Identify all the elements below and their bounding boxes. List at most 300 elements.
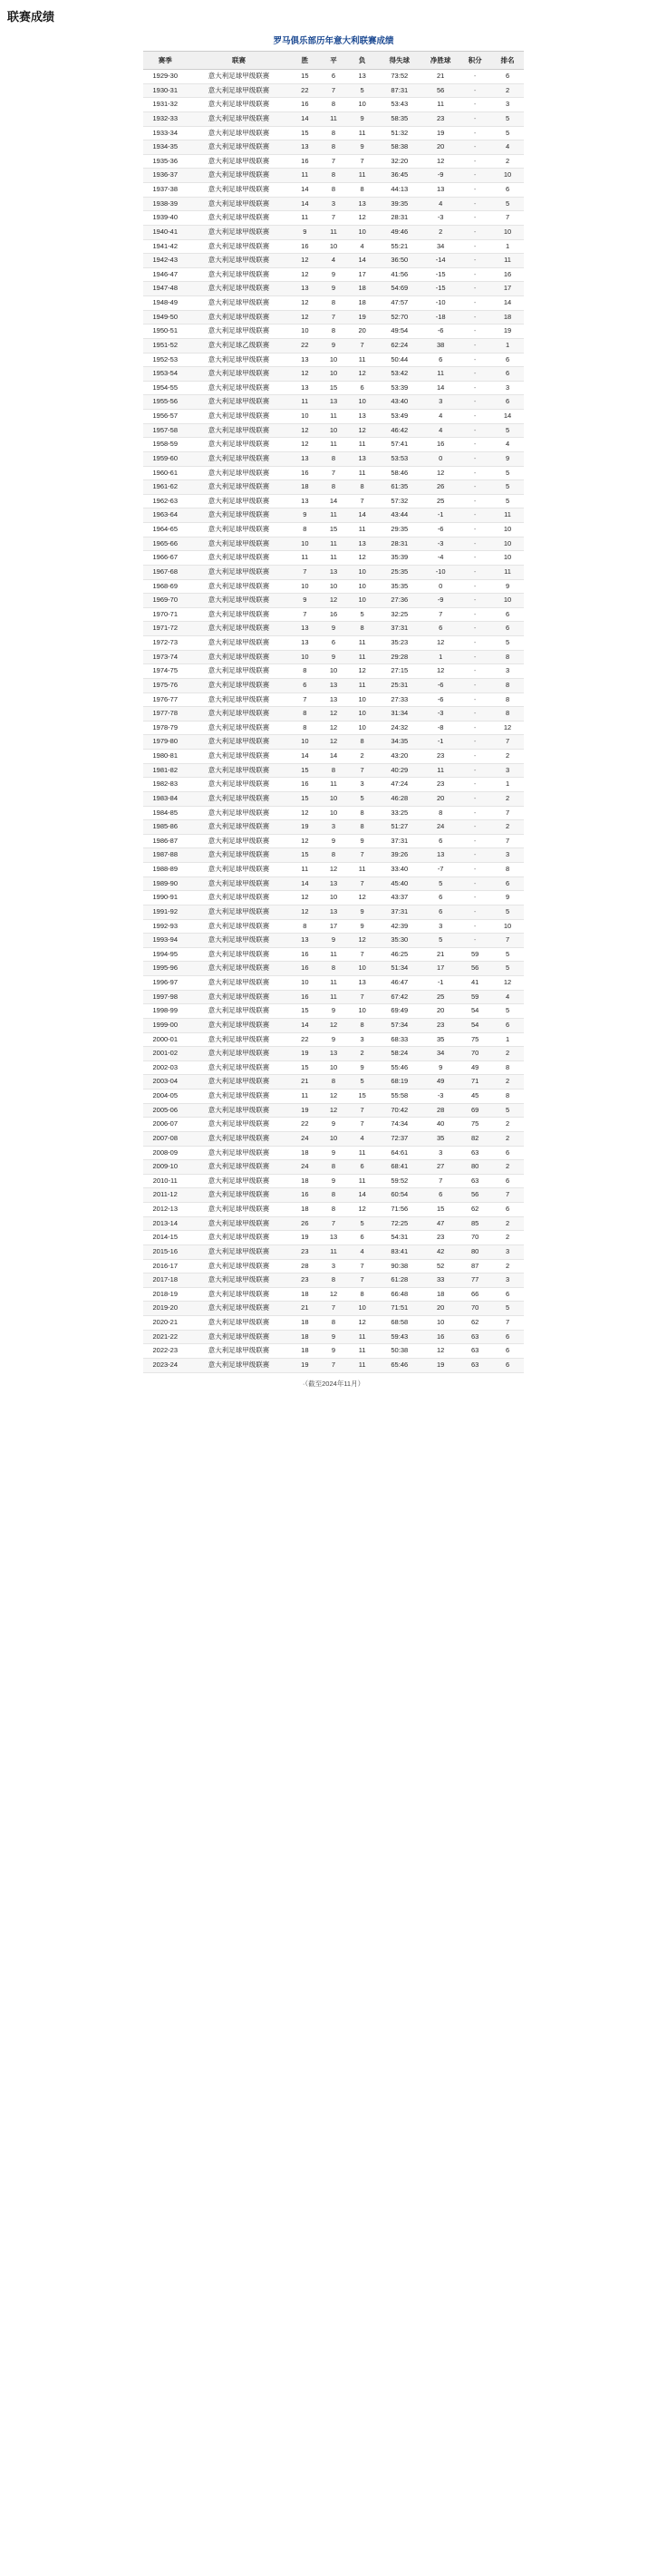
cell-losses: 9 (348, 111, 377, 126)
cell-goal-diff: 20 (422, 140, 459, 155)
cell-rank: 10 (491, 225, 524, 239)
cell-wins: 12 (291, 834, 320, 848)
table-row (143, 494, 524, 508)
cell-wins: 7 (291, 565, 320, 579)
cell-goals: 50:44 (376, 353, 422, 367)
cell-rank: 7 (491, 1316, 524, 1331)
cell-draws: 9 (319, 934, 348, 948)
cell-wins: 14 (291, 750, 320, 764)
cell-goals: 73:52 (376, 70, 422, 84)
cell-rank: 6 (491, 353, 524, 367)
cell-points: 41 (459, 976, 491, 991)
cell-goal-diff: 33 (422, 1273, 459, 1288)
cell-losses: 7 (348, 1273, 377, 1288)
cell-rank: 7 (491, 934, 524, 948)
cell-losses: 11 (348, 636, 377, 651)
cell-draws: 6 (319, 636, 348, 651)
cell-wins: 21 (291, 1075, 320, 1089)
cell-losses: 12 (348, 664, 377, 679)
table-row (143, 806, 524, 820)
cell-season: 2011-12 (143, 1188, 188, 1203)
cell-rank: 2 (491, 1131, 524, 1146)
cell-losses: 6 (348, 1231, 377, 1245)
cell-wins: 12 (291, 438, 320, 452)
cell-goal-diff: 11 (422, 98, 459, 112)
cell-rank: 2 (491, 1231, 524, 1245)
table-row (143, 523, 524, 537)
cell-league: 意大利足球甲级联赛 (188, 947, 291, 962)
table-row (143, 282, 524, 296)
cell-draws: 12 (319, 1018, 348, 1032)
cell-wins: 23 (291, 1273, 320, 1288)
cell-goal-diff: 11 (422, 763, 459, 778)
cell-goal-diff: -3 (422, 707, 459, 721)
cell-league: 意大利足球甲级联赛 (188, 594, 291, 608)
cell-losses: 10 (348, 962, 377, 976)
cell-goal-diff: 25 (422, 990, 459, 1004)
cell-league: 意大利足球甲级联赛 (188, 976, 291, 991)
cell-rank: 10 (491, 523, 524, 537)
table-row (143, 863, 524, 877)
table-row (143, 579, 524, 594)
cell-wins: 10 (291, 579, 320, 594)
cell-rank: 5 (491, 494, 524, 508)
cell-points: - (459, 848, 491, 863)
cell-goal-diff: 6 (422, 891, 459, 905)
cell-goals: 61:35 (376, 480, 422, 495)
cell-points: - (459, 239, 491, 254)
cell-league: 意大利足球甲级联赛 (188, 438, 291, 452)
cell-goal-diff: 34 (422, 1047, 459, 1061)
cell-losses: 10 (348, 1004, 377, 1019)
cell-points: - (459, 438, 491, 452)
cell-losses: 5 (348, 1216, 377, 1231)
cell-draws: 11 (319, 1244, 348, 1259)
cell-losses: 8 (348, 735, 377, 750)
cell-draws: 12 (319, 721, 348, 735)
cell-goals: 74:34 (376, 1118, 422, 1132)
cell-points: - (459, 551, 491, 566)
cell-goals: 28:31 (376, 211, 422, 226)
cell-draws: 8 (319, 1188, 348, 1203)
cell-points: - (459, 466, 491, 480)
cell-points: - (459, 169, 491, 183)
cell-rank: 6 (491, 395, 524, 410)
cell-losses: 2 (348, 750, 377, 764)
cell-goal-diff: 15 (422, 1203, 459, 1217)
cell-points: 56 (459, 962, 491, 976)
cell-rank: 9 (491, 891, 524, 905)
cell-points: - (459, 140, 491, 155)
cell-points: 45 (459, 1089, 491, 1104)
cell-points: 70 (459, 1302, 491, 1316)
cell-goal-diff: 12 (422, 154, 459, 169)
cell-draws: 15 (319, 381, 348, 395)
cell-losses: 8 (348, 622, 377, 636)
cell-points: - (459, 721, 491, 735)
cell-draws: 9 (319, 650, 348, 664)
cell-league: 意大利足球甲级联赛 (188, 763, 291, 778)
table-row (143, 607, 524, 622)
cell-league: 意大利足球甲级联赛 (188, 395, 291, 410)
cell-losses: 10 (348, 721, 377, 735)
cell-draws: 12 (319, 735, 348, 750)
cell-goals: 40:29 (376, 763, 422, 778)
cell-goal-diff: -1 (422, 735, 459, 750)
cell-losses: 8 (348, 183, 377, 198)
cell-losses: 18 (348, 282, 377, 296)
cell-rank: 12 (491, 976, 524, 991)
cell-season: 1997-98 (143, 990, 188, 1004)
cell-season: 1985-86 (143, 820, 188, 835)
cell-points: - (459, 650, 491, 664)
cell-goals: 29:35 (376, 523, 422, 537)
cell-losses: 7 (348, 763, 377, 778)
cell-season: 1946-47 (143, 267, 188, 282)
table-row (143, 919, 524, 934)
cell-losses: 7 (348, 1259, 377, 1273)
page-title: 联赛成绩 (7, 10, 55, 24)
table-caption: 罗马俱乐部历年意大利联赛成绩 (273, 36, 394, 46)
cell-league: 意大利足球甲级联赛 (188, 254, 291, 268)
cell-wins: 8 (291, 919, 320, 934)
cell-goal-diff: 3 (422, 919, 459, 934)
cell-points: 75 (459, 1032, 491, 1047)
cell-league: 意大利足球甲级联赛 (188, 1244, 291, 1259)
cell-wins: 16 (291, 962, 320, 976)
cell-points: 85 (459, 1216, 491, 1231)
cell-draws: 11 (319, 225, 348, 239)
table-row (143, 1004, 524, 1019)
cell-wins: 22 (291, 1032, 320, 1047)
cell-rank: 5 (491, 423, 524, 438)
cell-season: 2023-24 (143, 1358, 188, 1372)
cell-losses: 14 (348, 1188, 377, 1203)
cell-wins: 12 (291, 891, 320, 905)
cell-goals: 72:37 (376, 1131, 422, 1146)
cell-draws: 8 (319, 848, 348, 863)
cell-points: 49 (459, 1060, 491, 1075)
cell-season: 2010-11 (143, 1174, 188, 1188)
cell-wins: 13 (291, 381, 320, 395)
cell-losses: 8 (348, 820, 377, 835)
cell-wins: 12 (291, 296, 320, 311)
cell-season: 1996-97 (143, 976, 188, 991)
cell-goals: 53:43 (376, 98, 422, 112)
cell-points: 69 (459, 1103, 491, 1118)
cell-wins: 23 (291, 1244, 320, 1259)
cell-season: 1995-96 (143, 962, 188, 976)
cell-rank: 14 (491, 296, 524, 311)
cell-points: - (459, 154, 491, 169)
cell-wins: 7 (291, 607, 320, 622)
table-row (143, 310, 524, 324)
cell-points: - (459, 692, 491, 707)
table-row (143, 451, 524, 466)
cell-goal-diff: -9 (422, 169, 459, 183)
column-header-league: 联赛 (188, 52, 291, 70)
cell-goals: 47:57 (376, 296, 422, 311)
cell-goal-diff: 20 (422, 1302, 459, 1316)
cell-goal-diff: 12 (422, 466, 459, 480)
cell-draws: 13 (319, 1231, 348, 1245)
cell-losses: 5 (348, 1075, 377, 1089)
cell-rank: 3 (491, 1273, 524, 1288)
cell-league: 意大利足球甲级联赛 (188, 750, 291, 764)
cell-season: 2017-18 (143, 1273, 188, 1288)
cell-points: 63 (459, 1174, 491, 1188)
cell-rank: 7 (491, 735, 524, 750)
cell-season: 1959-60 (143, 451, 188, 466)
cell-goal-diff: -10 (422, 296, 459, 311)
cell-season: 1988-89 (143, 863, 188, 877)
cell-season: 2002-03 (143, 1060, 188, 1075)
table-row (143, 296, 524, 311)
cell-draws: 3 (319, 197, 348, 211)
cell-season: 1970-71 (143, 607, 188, 622)
cell-league: 意大利足球甲级联赛 (188, 423, 291, 438)
cell-season: 1947-48 (143, 282, 188, 296)
cell-rank: 6 (491, 607, 524, 622)
cell-league: 意大利足球甲级联赛 (188, 1216, 291, 1231)
cell-wins: 15 (291, 70, 320, 84)
table-row (143, 848, 524, 863)
cell-losses: 13 (348, 451, 377, 466)
cell-season: 2016-17 (143, 1259, 188, 1273)
cell-season: 1933-34 (143, 126, 188, 140)
cell-goals: 50:38 (376, 1344, 422, 1359)
cell-losses: 9 (348, 834, 377, 848)
cell-wins: 15 (291, 791, 320, 806)
cell-season: 1940-41 (143, 225, 188, 239)
cell-season: 1953-54 (143, 367, 188, 382)
cell-season: 2009-10 (143, 1160, 188, 1175)
cell-points: 80 (459, 1244, 491, 1259)
cell-wins: 18 (291, 480, 320, 495)
cell-season: 1932-33 (143, 111, 188, 126)
cell-draws: 10 (319, 367, 348, 382)
cell-draws: 8 (319, 140, 348, 155)
table-row (143, 891, 524, 905)
cell-points: - (459, 381, 491, 395)
cell-goal-diff: 27 (422, 1160, 459, 1175)
cell-league: 意大利足球甲级联赛 (188, 111, 291, 126)
table-row (143, 70, 524, 84)
table-row (143, 678, 524, 692)
cell-league: 意大利足球甲级联赛 (188, 990, 291, 1004)
cell-league: 意大利足球甲级联赛 (188, 1344, 291, 1359)
cell-draws: 10 (319, 423, 348, 438)
table-row (143, 707, 524, 721)
cell-goals: 46:28 (376, 791, 422, 806)
cell-goals: 55:21 (376, 239, 422, 254)
cell-league: 意大利足球甲级联赛 (188, 1259, 291, 1273)
cell-draws: 8 (319, 98, 348, 112)
cell-league: 意大利足球甲级联赛 (188, 1004, 291, 1019)
cell-league: 意大利足球甲级联赛 (188, 1316, 291, 1331)
cell-wins: 11 (291, 863, 320, 877)
cell-league: 意大利足球甲级联赛 (188, 721, 291, 735)
cell-league: 意大利足球甲级联赛 (188, 169, 291, 183)
cell-league: 意大利足球甲级联赛 (188, 353, 291, 367)
cell-draws: 10 (319, 1060, 348, 1075)
cell-losses: 10 (348, 707, 377, 721)
table-body (143, 70, 524, 1373)
cell-points: - (459, 594, 491, 608)
cell-league: 意大利足球甲级联赛 (188, 834, 291, 848)
table-row (143, 947, 524, 962)
cell-goal-diff: 8 (422, 806, 459, 820)
cell-goal-diff: -1 (422, 976, 459, 991)
column-header-goals: 得失球 (376, 52, 422, 70)
cell-goals: 66:48 (376, 1287, 422, 1302)
cell-losses: 12 (348, 891, 377, 905)
cell-losses: 10 (348, 98, 377, 112)
cell-goals: 47:24 (376, 778, 422, 792)
cell-goal-diff: 19 (422, 126, 459, 140)
cell-goals: 46:25 (376, 947, 422, 962)
cell-wins: 10 (291, 410, 320, 424)
cell-losses: 7 (348, 154, 377, 169)
cell-goal-diff: 23 (422, 111, 459, 126)
cell-losses: 8 (348, 1018, 377, 1032)
cell-wins: 18 (291, 1316, 320, 1331)
cell-goals: 51:27 (376, 820, 422, 835)
cell-season: 1977-78 (143, 707, 188, 721)
cell-season: 2007-08 (143, 1131, 188, 1146)
cell-season: 1965-66 (143, 537, 188, 551)
cell-goal-diff: 6 (422, 622, 459, 636)
cell-losses: 11 (348, 863, 377, 877)
cell-losses: 9 (348, 140, 377, 155)
cell-draws: 8 (319, 451, 348, 466)
cell-goals: 68:41 (376, 1160, 422, 1175)
cell-draws: 13 (319, 1047, 348, 1061)
cell-points: - (459, 296, 491, 311)
cell-goals: 39:35 (376, 197, 422, 211)
cell-rank: 5 (491, 111, 524, 126)
cell-draws: 17 (319, 919, 348, 934)
cell-points: - (459, 70, 491, 84)
cell-league: 意大利足球甲级联赛 (188, 1188, 291, 1203)
cell-draws: 8 (319, 183, 348, 198)
cell-wins: 14 (291, 1018, 320, 1032)
cell-league: 意大利足球甲级联赛 (188, 523, 291, 537)
cell-goal-diff: 23 (422, 1018, 459, 1032)
cell-losses: 10 (348, 565, 377, 579)
cell-points: - (459, 905, 491, 919)
cell-wins: 12 (291, 905, 320, 919)
cell-league: 意大利足球甲级联赛 (188, 1273, 291, 1288)
cell-goals: 24:32 (376, 721, 422, 735)
cell-draws: 7 (319, 1358, 348, 1372)
cell-goals: 39:26 (376, 848, 422, 863)
cell-wins: 12 (291, 367, 320, 382)
cell-losses: 11 (348, 1330, 377, 1344)
table-row (143, 876, 524, 891)
cell-draws: 9 (319, 1146, 348, 1160)
cell-goals: 68:58 (376, 1316, 422, 1331)
cell-points: - (459, 126, 491, 140)
cell-losses: 11 (348, 169, 377, 183)
cell-draws: 10 (319, 664, 348, 679)
cell-draws: 15 (319, 523, 348, 537)
column-header-goal-diff: 净胜球 (422, 52, 459, 70)
cell-league: 意大利足球甲级联赛 (188, 282, 291, 296)
cell-points: - (459, 225, 491, 239)
table-row (143, 622, 524, 636)
cell-rank: 10 (491, 169, 524, 183)
cell-wins: 10 (291, 650, 320, 664)
cell-rank: 11 (491, 508, 524, 523)
cell-league: 意大利足球甲级联赛 (188, 381, 291, 395)
cell-season: 2021-22 (143, 1330, 188, 1344)
cell-season: 1993-94 (143, 934, 188, 948)
cell-goal-diff: -6 (422, 324, 459, 339)
cell-points: - (459, 523, 491, 537)
cell-draws: 10 (319, 1131, 348, 1146)
cell-rank: 1 (491, 239, 524, 254)
table-row (143, 664, 524, 679)
cell-losses: 12 (348, 367, 377, 382)
cell-wins: 15 (291, 1060, 320, 1075)
cell-league: 意大利足球甲级联赛 (188, 678, 291, 692)
table-row (143, 976, 524, 991)
cell-wins: 12 (291, 806, 320, 820)
cell-wins: 11 (291, 1089, 320, 1104)
cell-rank: 7 (491, 806, 524, 820)
table-row (143, 962, 524, 976)
cell-league: 意大利足球甲级联赛 (188, 324, 291, 339)
cell-wins: 19 (291, 1103, 320, 1118)
cell-rank: 6 (491, 1358, 524, 1372)
cell-goals: 61:28 (376, 1273, 422, 1288)
cell-points: 54 (459, 1004, 491, 1019)
cell-draws: 4 (319, 254, 348, 268)
cell-rank: 2 (491, 1118, 524, 1132)
cell-losses: 12 (348, 211, 377, 226)
cell-points: 70 (459, 1047, 491, 1061)
cell-points: - (459, 934, 491, 948)
cell-draws: 10 (319, 891, 348, 905)
cell-goal-diff: 7 (422, 607, 459, 622)
cell-season: 1971-72 (143, 622, 188, 636)
cell-rank: 3 (491, 664, 524, 679)
cell-league: 意大利足球甲级联赛 (188, 1103, 291, 1118)
cell-draws: 14 (319, 494, 348, 508)
cell-rank: 1 (491, 338, 524, 353)
table-row (143, 1287, 524, 1302)
cell-season: 1967-68 (143, 565, 188, 579)
cell-league: 意大利足球甲级联赛 (188, 70, 291, 84)
cell-league: 意大利足球乙级联赛 (188, 338, 291, 353)
cell-goal-diff: 9 (422, 1060, 459, 1075)
cell-goal-diff: 7 (422, 1174, 459, 1188)
table-row (143, 551, 524, 566)
cell-rank: 5 (491, 636, 524, 651)
cell-wins: 13 (291, 282, 320, 296)
cell-season: 1939-40 (143, 211, 188, 226)
cell-season: 1972-73 (143, 636, 188, 651)
cell-wins: 8 (291, 707, 320, 721)
cell-wins: 8 (291, 523, 320, 537)
cell-losses: 11 (348, 1174, 377, 1188)
cell-wins: 19 (291, 1047, 320, 1061)
cell-season: 2004-05 (143, 1089, 188, 1104)
cell-rank: 6 (491, 1174, 524, 1188)
cell-season: 1974-75 (143, 664, 188, 679)
cell-points: - (459, 282, 491, 296)
